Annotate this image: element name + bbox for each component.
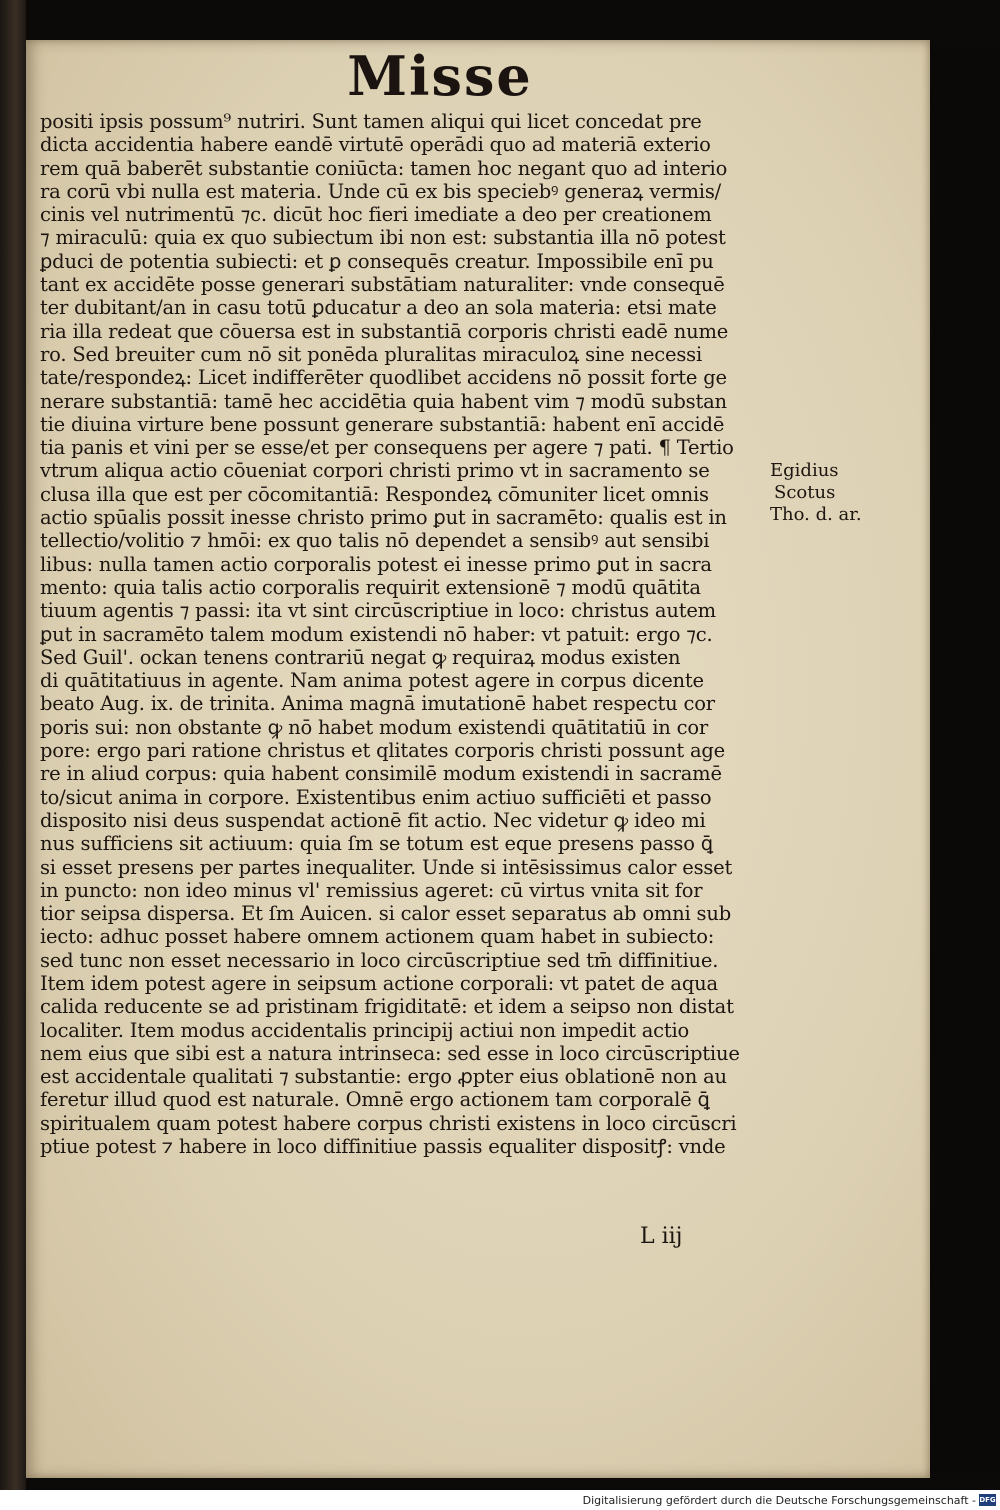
marginal-notes xyxy=(770,460,910,526)
text-line: spiritualem quam potest habere corpus christi existens in loco circūscri xyxy=(40,1111,737,1135)
text-line: tie diuina virture bene possunt generare substantiā: habent enī accidē xyxy=(40,412,725,436)
text-line: vtrum aliqua actio cōueniat corpori christi primo vt in sacramento se xyxy=(40,459,710,483)
text-line: si esset presens per partes inequaliter. Unde si intēsissimus calor esset xyxy=(40,855,733,879)
signature-mark: L iij xyxy=(640,1224,683,1249)
text-line: ꝑut in sacramēto talem modum existendi nō haber: vt patuit: ergo ⁊c. xyxy=(40,622,713,646)
text-line: iecto: adhuc posset habere omnem actionem quam habet in subiecto: xyxy=(40,925,715,949)
text-line: to/sicut anima in corpore. Existentibus enim actiuo sufficiēti et passo xyxy=(40,785,712,809)
text-line: ptiue potest ⁊ habere in loco diffinitiue passis equaliter dispositꝭ: vnde xyxy=(40,1135,726,1159)
text-line: mento: quia talis actio corporalis requirit extensionē ⁊ modū quātita xyxy=(40,575,701,599)
text-line: disposito nisi deus suspendat actionē fit actio. Nec videtur ꝙ ideo mi xyxy=(40,808,706,832)
text-line: calida reducente se ad pristinam frigiditatē: et idem a seipso non distat xyxy=(40,995,734,1019)
text-line: localiter. Item modus accidentalis principij actiui non impedit actio xyxy=(40,1018,690,1042)
text-line: ter dubitant/an in casu totū ꝑducatur a deo an sola materia: etsi mate xyxy=(40,296,717,320)
marginal-note: Tho. d. ar. xyxy=(770,504,862,525)
text-line: tellectio/volitio ⁊ hmōi: ex quo talis nō dependet a sensibꝰ aut sensibi xyxy=(40,529,710,553)
text-line: feretur illud quod est naturale. Omnē ergo actionem tam corporalē ꝗ̄ xyxy=(40,1088,710,1112)
text-line: actio spūalis possit inesse christo primo ꝑut in sacramēto: qualis est in xyxy=(40,506,727,530)
text-line: dicta accidentia habere eandē virtutē operādi quo ad materiā exterio xyxy=(40,133,711,157)
text-line: re in aliud corpus: quia habent consimilē modum existendi in sacramē xyxy=(40,762,722,786)
dfg-logo-icon: DFG xyxy=(979,1496,996,1504)
text-line: poris sui: non obstante ꝙ nō habet modum existendi quātitatiū in cor xyxy=(40,715,709,739)
running-header: Misse xyxy=(347,44,533,108)
text-line: tate/respondeꝝ: Licet indifferēter quodlibet accidens nō possit forte ge xyxy=(40,366,727,390)
text-line: libus: nulla tamen actio corporalis potest ei inesse primo ꝑut in sacra xyxy=(40,552,712,576)
text-line: nus sufficiens sit actiuum: quia ſm se totum est eque presens passo ꝗ̄ xyxy=(40,832,713,856)
text-line: positi ipsis possum⁹ nutriri. Sunt tamen aliqui qui licet concedat pre xyxy=(40,110,702,133)
text-line: di quātitatiuus in agente. Nam anima potest agere in corpus dicente xyxy=(40,669,704,693)
text-line: Sed Guil'. ockan tenens contrariū negat ꝙ requiraꝝ modus existen xyxy=(40,645,681,669)
text-line: nem eius que sibi est a natura intrinseca: sed esse in loco circūscriptiue xyxy=(40,1041,740,1065)
text-line: ⁊ miraculū: quia ex quo subiectum ibi non est: substantia illa nō potest xyxy=(40,226,726,250)
text-line: cinis vel nutrimentū ⁊c. dicūt hoc fieri imediate a deo per creationem xyxy=(40,203,712,227)
text-line: nerare substantiā: tamē hec accidētia quia habent vim ⁊ modū substan xyxy=(40,389,727,413)
book-spine xyxy=(0,0,26,1490)
text-line: Item idem potest agere in seipsum actione corporali: vt patet de aqua xyxy=(40,971,718,995)
text-line: rem quā baberēt substantie coniūcta: tamen hoc negant quo ad interio xyxy=(40,156,728,180)
text-line: beato Aug. ix. de trinita. Anima magnā imutationē habet respectu cor xyxy=(40,692,715,716)
text-line: ro. Sed breuiter cum nō sit ponēda pluralitas miraculoꝝ sine necessi xyxy=(40,342,703,366)
text-line: ria illa redeat que cōuersa est in substantiā corporis christi eadē nume xyxy=(40,319,729,343)
text-line: in puncto: non ideo minus vl' remissius ageret: cū virtus vnita sit for xyxy=(40,878,703,902)
text-line: sed tunc non esset necessario in loco circūscriptiue sed tm̄ diffinitiue. xyxy=(40,948,719,972)
text-line: ra corū vbi nulla est materia. Unde cū ex bis speciebꝰ generaꝝ vermis/ xyxy=(40,179,722,203)
text-line: tia panis et vini per se esse/et per consequens per agere ⁊ pati. ¶ Tertio xyxy=(40,436,734,460)
text-line: ꝑduci de potentia subiecti: et ꝑ consequēs creatur. Impossibile enī pu xyxy=(40,249,714,273)
text-line: clusa illa que est per cōcomitantiā: Respondeꝝ cōmuniter licet omnis xyxy=(40,482,709,506)
page-edge-shadow xyxy=(930,46,1000,1472)
text-line: pore: ergo pari ratione christus et qlitates corporis christi possunt age xyxy=(40,739,726,763)
text-line: tiuum agentis ⁊ passi: ita vt sint circūscriptiue in loco: christus autem xyxy=(40,599,716,623)
main-text-block xyxy=(40,110,785,1158)
marginal-note: Egidius xyxy=(770,460,839,481)
dfg-credit-text: Digitalisierung gefördert durch die Deutsche Forschungsgemeinschaft - xyxy=(582,1494,976,1507)
marginal-note: Scotus xyxy=(774,482,836,503)
text-line: est accidentale qualitati ⁊ substantie: ergo ꝓpter eius oblationē non au xyxy=(40,1065,727,1089)
text-line: tior seipsa dispersa. Et ſm Auicen. si calor esset separatus ab omni sub xyxy=(40,902,731,926)
text-line: tant ex accidēte posse generari substātiam naturaliter: vnde consequē xyxy=(40,273,725,297)
